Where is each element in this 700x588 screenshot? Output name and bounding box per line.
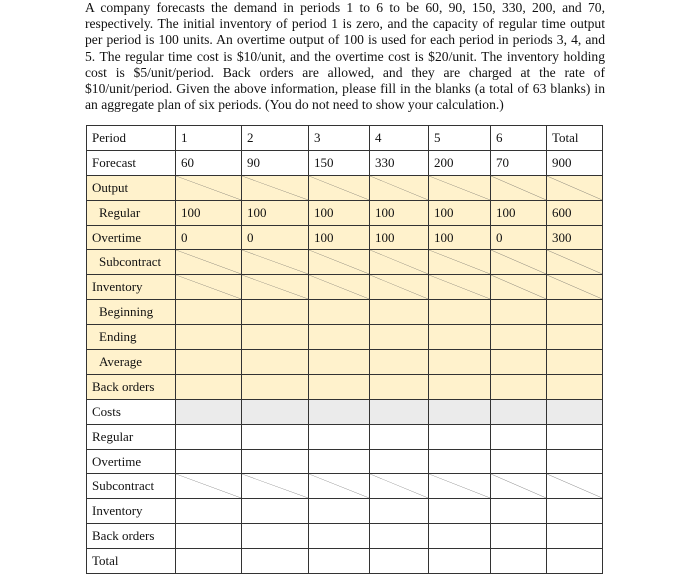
diagonal-cell — [242, 175, 309, 200]
overtime-cell: 0 — [242, 225, 309, 250]
blank-cell[interactable] — [370, 499, 429, 524]
cost-back-orders-label: Back orders — [87, 524, 176, 549]
diagonal-cell — [370, 175, 429, 200]
diagonal-cell — [176, 275, 242, 300]
blank-cell[interactable] — [370, 424, 429, 449]
cost-inventory-label: Inventory — [87, 499, 176, 524]
overtime-cell: 100 — [309, 225, 370, 250]
header-period-6: 6 — [491, 126, 547, 151]
regular-cell: 100 — [242, 200, 309, 225]
blank-cell[interactable] — [491, 300, 547, 325]
diagonal-cell — [429, 275, 491, 300]
table-row-cost-total — [87, 549, 603, 574]
blank-cell[interactable] — [176, 499, 242, 524]
ending-label: Ending — [87, 325, 176, 350]
header-period-2: 2 — [242, 126, 309, 151]
cost-total-label: Total — [87, 549, 176, 574]
blank-cell[interactable] — [242, 449, 309, 474]
gray-cell — [242, 399, 309, 424]
diagonal-cell — [491, 175, 547, 200]
blank-cell[interactable] — [429, 325, 491, 350]
blank-cell[interactable] — [491, 449, 547, 474]
diagonal-cell — [429, 250, 491, 275]
blank-cell[interactable] — [491, 424, 547, 449]
table-row-cost-subcontract — [87, 474, 603, 499]
table-row-back-orders — [87, 374, 603, 399]
blank-cell[interactable] — [547, 325, 603, 350]
forecast-cell: 200 — [429, 150, 491, 175]
diagonal-cell — [176, 175, 242, 200]
regular-cell: 100 — [491, 200, 547, 225]
table-row-beginning — [87, 300, 603, 325]
blank-cell[interactable] — [176, 300, 242, 325]
subcontract-label: Subcontract — [87, 250, 176, 275]
regular-label: Regular — [87, 200, 176, 225]
cost-overtime-label: Overtime — [87, 449, 176, 474]
blank-cell[interactable] — [547, 499, 603, 524]
diagonal-cell — [309, 474, 370, 499]
blank-cell[interactable] — [176, 325, 242, 350]
table-row-period — [87, 126, 603, 151]
blank-cell[interactable] — [429, 499, 491, 524]
blank-cell[interactable] — [547, 549, 603, 574]
blank-cell[interactable] — [309, 524, 370, 549]
table-row-cost-regular — [87, 424, 603, 449]
blank-cell[interactable] — [429, 374, 491, 399]
forecast-total: 900 — [547, 150, 603, 175]
blank-cell[interactable] — [491, 350, 547, 375]
cost-regular-label: Regular — [87, 424, 176, 449]
output-label: Output — [87, 175, 176, 200]
regular-cell: 100 — [429, 200, 491, 225]
header-period-5: 5 — [429, 126, 491, 151]
blank-cell[interactable] — [547, 424, 603, 449]
blank-cell[interactable] — [309, 350, 370, 375]
gray-cell — [176, 399, 242, 424]
table-row-forecast — [87, 150, 603, 175]
forecast-label: Forecast — [87, 150, 176, 175]
blank-cell[interactable] — [547, 449, 603, 474]
blank-cell[interactable] — [309, 549, 370, 574]
diagonal-cell — [547, 250, 603, 275]
blank-cell[interactable] — [242, 325, 309, 350]
gray-cell — [370, 399, 429, 424]
regular-cell: 100 — [176, 200, 242, 225]
forecast-cell: 150 — [309, 150, 370, 175]
diagonal-cell — [242, 474, 309, 499]
blank-cell[interactable] — [491, 524, 547, 549]
blank-cell[interactable] — [429, 300, 491, 325]
gray-cell — [491, 399, 547, 424]
blank-cell[interactable] — [309, 499, 370, 524]
table-row-costs — [87, 399, 603, 424]
blank-cell[interactable] — [242, 549, 309, 574]
gray-cell — [547, 399, 603, 424]
diagonal-cell — [242, 275, 309, 300]
costs-label: Costs — [87, 399, 176, 424]
diagonal-cell — [491, 275, 547, 300]
blank-cell[interactable] — [176, 424, 242, 449]
diagonal-cell — [547, 275, 603, 300]
diagonal-cell — [370, 275, 429, 300]
blank-cell[interactable] — [370, 350, 429, 375]
blank-cell[interactable] — [242, 424, 309, 449]
diagonal-cell — [242, 250, 309, 275]
blank-cell[interactable] — [547, 300, 603, 325]
problem-statement: A company forecasts the demand in periods 1 to 6 to be 60, 90, 150, 330, 200, and 70, respectively. The initial inventory of period 1 is zero, and the capacity of regular time output per period is 100 units. An overtime output of 100 is used for each period in periods 3, 4, and 5. The regular time cost is $10/unit, and the overtime cost is $20/unit. The inventory holding cost is $5/unit/period. Back orders are allowed, and they are charged at the rate of $10/unit/period. Given the above information, please fill in the blanks (a total of 63 blanks) in an aggregate plan of six periods. (You do not need to show your calculation.) — [85, 0, 605, 113]
gray-cell — [429, 399, 491, 424]
blank-cell[interactable] — [242, 524, 309, 549]
diagonal-cell — [491, 250, 547, 275]
diagonal-cell — [429, 474, 491, 499]
blank-cell[interactable] — [429, 350, 491, 375]
overtime-cell: 0 — [176, 225, 242, 250]
blank-cell[interactable] — [176, 549, 242, 574]
blank-cell[interactable] — [242, 374, 309, 399]
header-period-1: 1 — [176, 126, 242, 151]
regular-total: 600 — [547, 200, 603, 225]
forecast-cell: 330 — [370, 150, 429, 175]
blank-cell[interactable] — [309, 374, 370, 399]
blank-cell[interactable] — [491, 325, 547, 350]
table-row-cost-inventory — [87, 499, 603, 524]
diagonal-cell — [309, 250, 370, 275]
header-period-label: Period — [87, 126, 176, 151]
blank-cell[interactable] — [242, 499, 309, 524]
blank-cell[interactable] — [547, 350, 603, 375]
diagonal-cell — [176, 474, 242, 499]
blank-cell[interactable] — [370, 374, 429, 399]
gray-cell — [309, 399, 370, 424]
regular-cell: 100 — [309, 200, 370, 225]
blank-cell[interactable] — [370, 524, 429, 549]
blank-cell[interactable] — [370, 549, 429, 574]
blank-cell[interactable] — [370, 300, 429, 325]
blank-cell[interactable] — [176, 524, 242, 549]
header-period-4: 4 — [370, 126, 429, 151]
blank-cell[interactable] — [176, 350, 242, 375]
blank-cell[interactable] — [309, 424, 370, 449]
diagonal-cell — [547, 474, 603, 499]
blank-cell[interactable] — [491, 374, 547, 399]
blank-cell[interactable] — [429, 524, 491, 549]
diagonal-cell — [309, 175, 370, 200]
average-label: Average — [87, 350, 176, 375]
table-row-overtime — [87, 225, 603, 250]
blank-cell[interactable] — [370, 325, 429, 350]
table-row-cost-overtime — [87, 449, 603, 474]
blank-cell[interactable] — [176, 449, 242, 474]
blank-cell[interactable] — [242, 350, 309, 375]
regular-cell: 100 — [370, 200, 429, 225]
forecast-cell: 90 — [242, 150, 309, 175]
forecast-cell: 60 — [176, 150, 242, 175]
overtime-cell: 100 — [370, 225, 429, 250]
diagonal-cell — [370, 250, 429, 275]
diagonal-cell — [176, 250, 242, 275]
beginning-label: Beginning — [87, 300, 176, 325]
blank-cell[interactable] — [429, 449, 491, 474]
diagonal-cell — [547, 175, 603, 200]
aggregate-plan-table — [86, 125, 603, 574]
table-row-cost-back-orders — [87, 524, 603, 549]
overtime-total: 300 — [547, 225, 603, 250]
overtime-label: Overtime — [87, 225, 176, 250]
back-orders-label: Back orders — [87, 374, 176, 399]
blank-cell[interactable] — [491, 549, 547, 574]
overtime-cell: 100 — [429, 225, 491, 250]
diagonal-cell — [491, 474, 547, 499]
table-row-ending — [87, 325, 603, 350]
header-period-3: 3 — [309, 126, 370, 151]
forecast-cell: 70 — [491, 150, 547, 175]
table-row-average — [87, 350, 603, 375]
table-row-inventory — [87, 275, 603, 300]
blank-cell[interactable] — [370, 449, 429, 474]
table-row-output — [87, 175, 603, 200]
blank-cell[interactable] — [309, 449, 370, 474]
blank-cell[interactable] — [242, 300, 309, 325]
table-row-subcontract — [87, 250, 603, 275]
inventory-label: Inventory — [87, 275, 176, 300]
diagonal-cell — [429, 175, 491, 200]
blank-cell[interactable] — [547, 374, 603, 399]
blank-cell[interactable] — [491, 499, 547, 524]
blank-cell[interactable] — [309, 325, 370, 350]
blank-cell[interactable] — [429, 424, 491, 449]
table-row-regular — [87, 200, 603, 225]
blank-cell[interactable] — [547, 524, 603, 549]
header-total: Total — [547, 126, 603, 151]
overtime-cell: 0 — [491, 225, 547, 250]
cost-subcontract-label: Subcontract — [87, 474, 176, 499]
blank-cell[interactable] — [176, 374, 242, 399]
blank-cell[interactable] — [309, 300, 370, 325]
diagonal-cell — [370, 474, 429, 499]
diagonal-cell — [309, 275, 370, 300]
blank-cell[interactable] — [429, 549, 491, 574]
